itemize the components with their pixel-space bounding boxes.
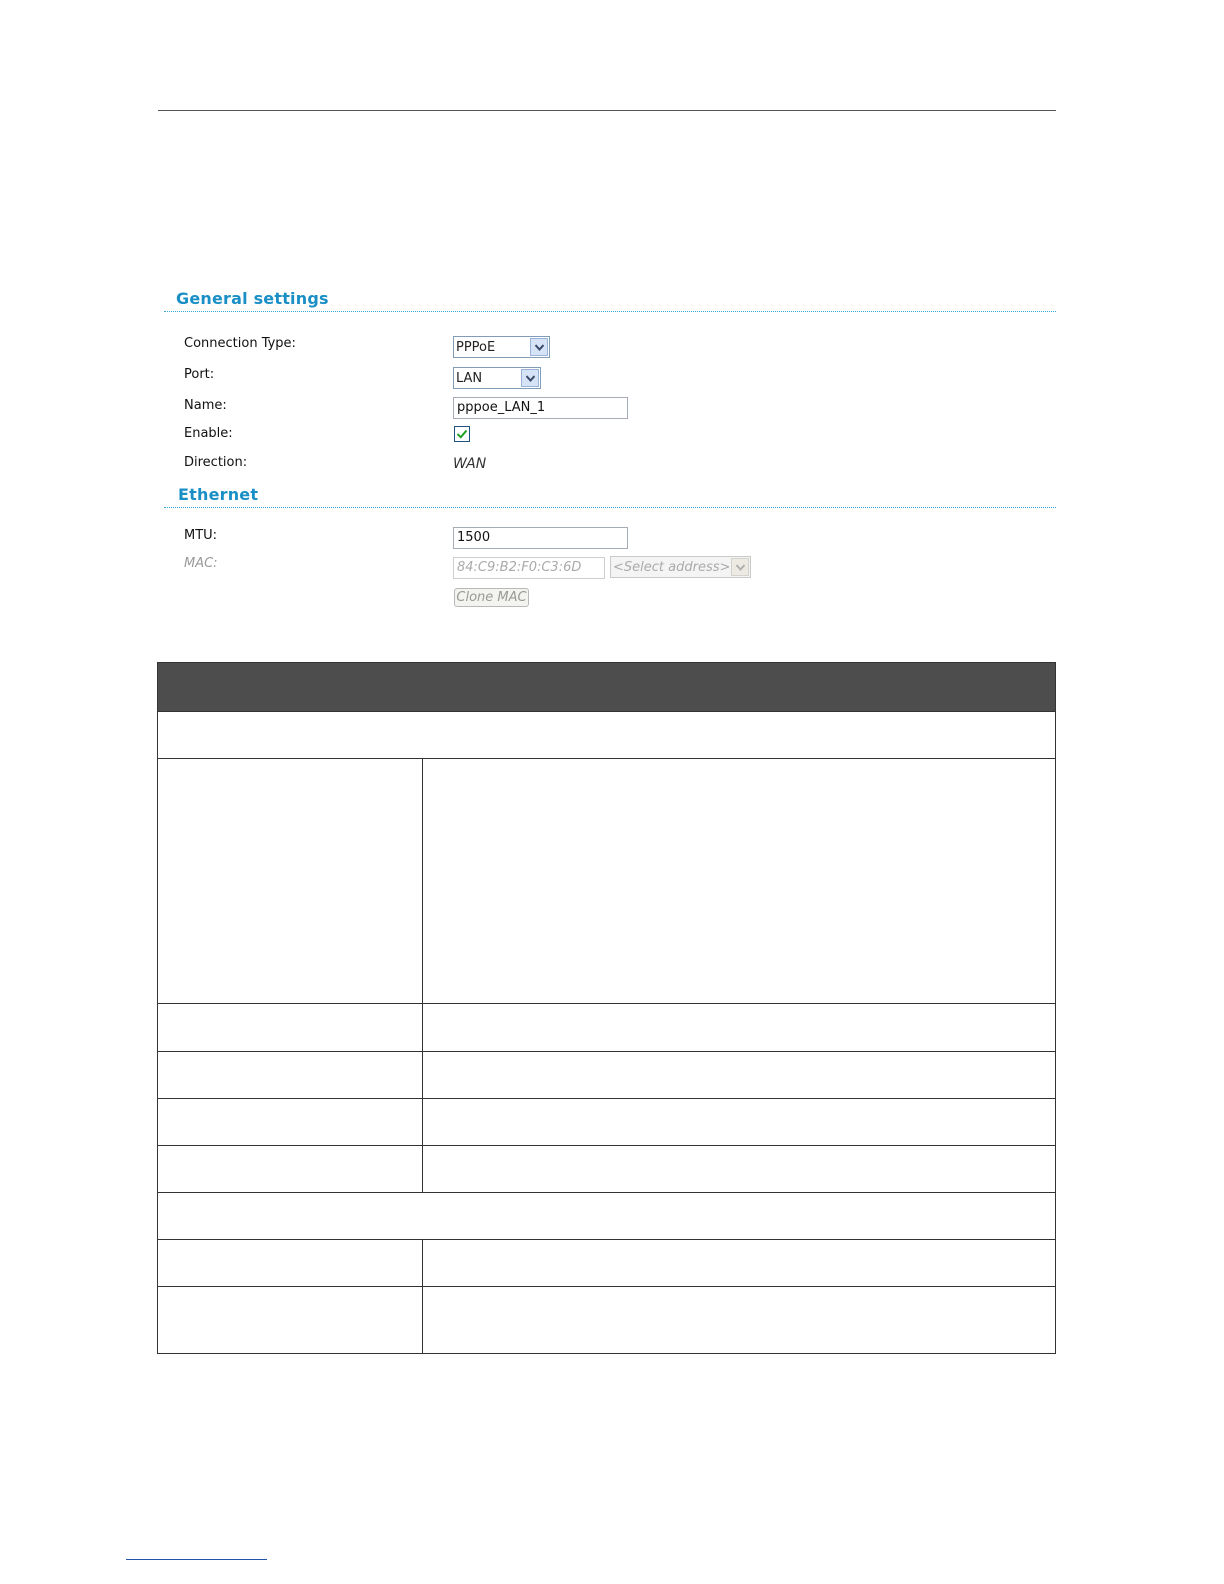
chevron-down-icon [530, 338, 548, 356]
port-select[interactable] [453, 367, 541, 389]
table-cell [158, 1146, 423, 1193]
table-cell [423, 759, 1056, 1004]
chevron-down-icon [731, 558, 749, 576]
table-row [158, 1004, 1056, 1052]
connection-type-label: Connection Type: [184, 336, 296, 351]
table-cell [158, 1004, 423, 1052]
table-row [158, 1240, 1056, 1287]
table-header-cell [158, 663, 1056, 712]
table-row [158, 1052, 1056, 1099]
table-section-row [158, 712, 1056, 759]
table-cell [423, 1052, 1056, 1099]
table-cell [423, 1099, 1056, 1146]
clone-mac-button[interactable]: Clone MAC [454, 588, 529, 607]
table-cell [158, 759, 423, 1004]
general-settings-title: General settings [176, 289, 329, 308]
check-icon [456, 428, 468, 440]
table-cell [158, 1240, 423, 1287]
section-divider [164, 507, 1056, 508]
mac-input[interactable]: 84:C9:B2:F0:C3:6D [453, 557, 605, 579]
table-cell [423, 1146, 1056, 1193]
table-header-row [158, 663, 1056, 712]
ethernet-title: Ethernet [178, 485, 259, 504]
mtu-input[interactable]: 1500 [453, 527, 628, 549]
table-row [158, 1287, 1056, 1354]
table-row [158, 1099, 1056, 1146]
table-cell [158, 1099, 423, 1146]
table-section-cell [158, 1193, 1056, 1240]
section-divider [164, 311, 1056, 312]
mac-label: MAC: [184, 556, 218, 571]
name-label: Name: [184, 398, 227, 413]
port-value: LAN [456, 371, 483, 386]
connection-type-value: PPPoE [456, 340, 496, 355]
table-cell [158, 1287, 423, 1354]
name-input[interactable]: pppoe_LAN_1 [453, 397, 628, 419]
top-rule [158, 110, 1056, 111]
connection-type-select[interactable] [453, 336, 550, 358]
chevron-down-icon [521, 369, 539, 387]
mtu-label: MTU: [184, 528, 218, 543]
enable-label: Enable: [184, 426, 233, 441]
table-row [158, 759, 1056, 1004]
mac-address-select[interactable] [610, 556, 751, 578]
mac-select-placeholder: <Select address> [613, 560, 731, 575]
table-cell [423, 1287, 1056, 1354]
table-cell [423, 1240, 1056, 1287]
footer-link-underline [126, 1559, 267, 1560]
table-cell [423, 1004, 1056, 1052]
table-row [158, 1146, 1056, 1193]
table-section-cell [158, 712, 1056, 759]
direction-value: WAN [453, 456, 487, 472]
direction-label: Direction: [184, 455, 248, 470]
port-label: Port: [184, 367, 215, 382]
table-cell [158, 1052, 423, 1099]
table-section-row [158, 1193, 1056, 1240]
parameter-table [157, 662, 1056, 1354]
enable-checkbox[interactable] [454, 426, 470, 442]
